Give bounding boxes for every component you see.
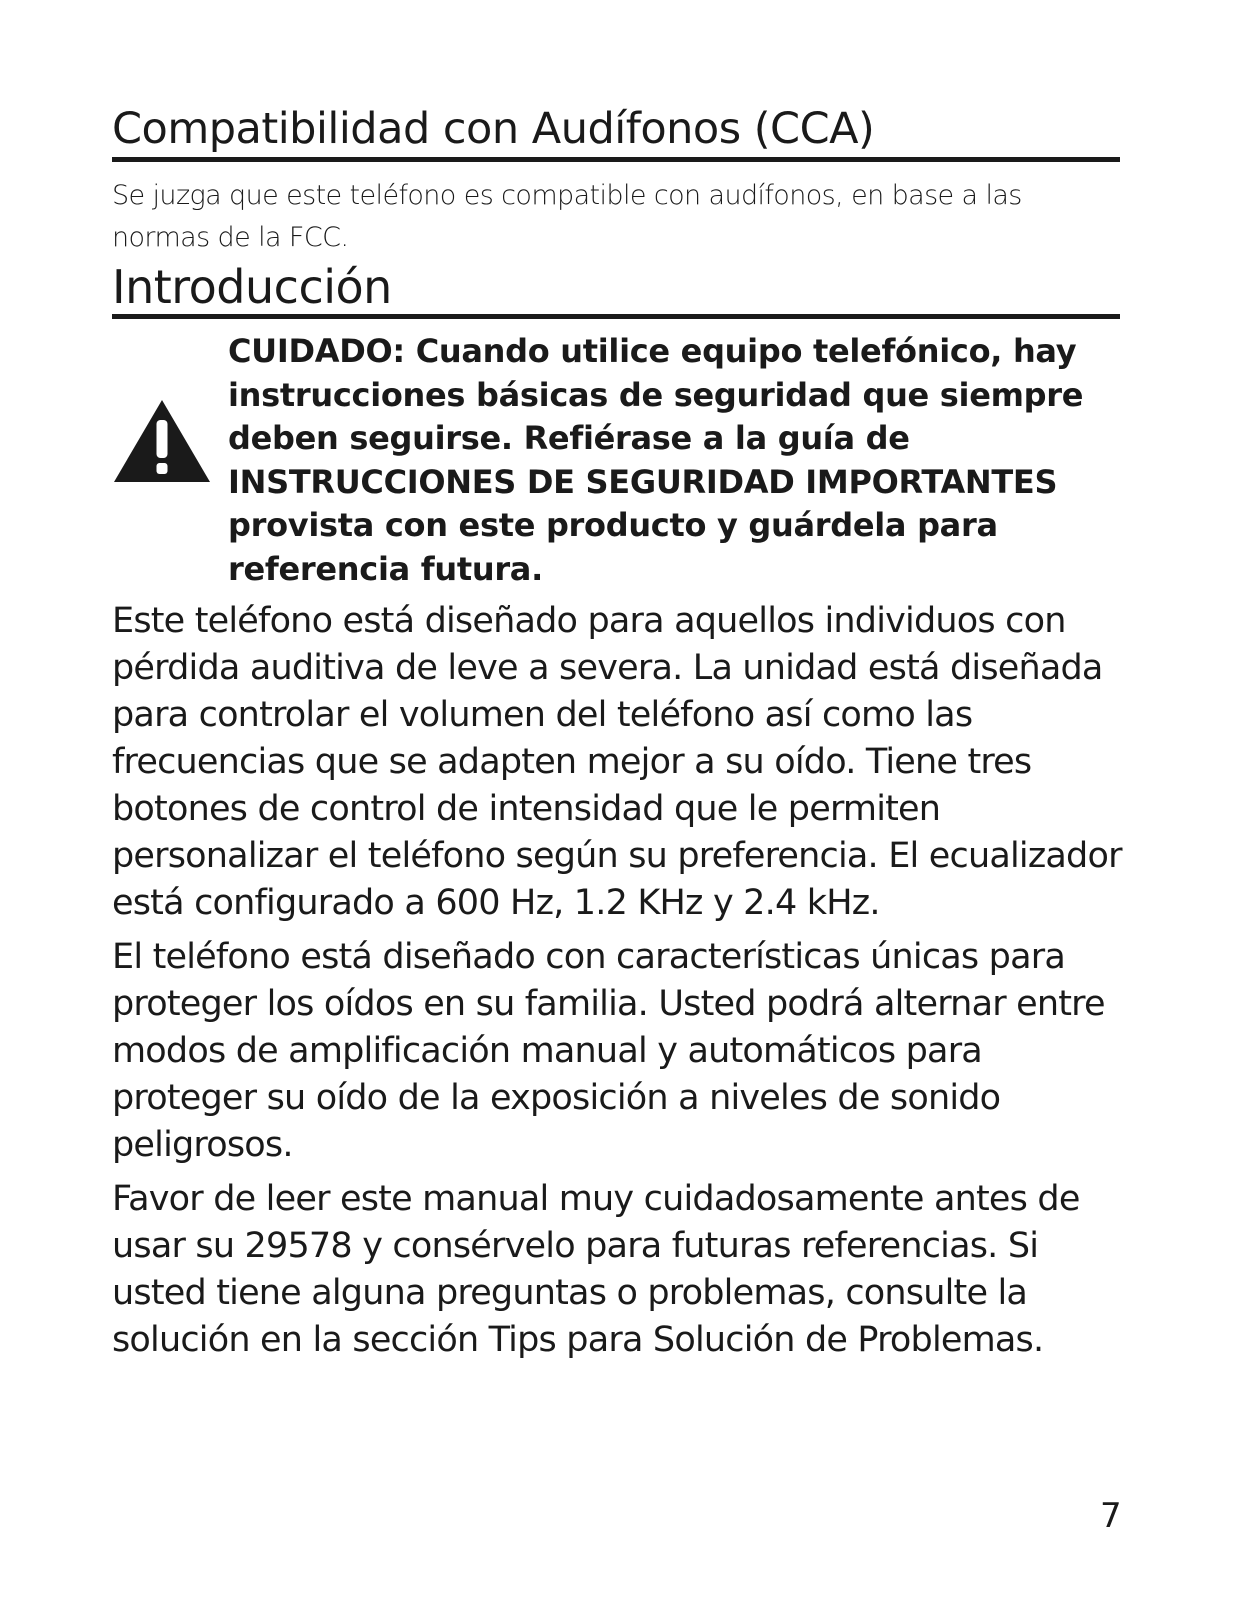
intro-paragraph-3: Favor de leer este manual muy cuidadosamente antes de usar su 29578 y consérvelo para futuras referencias. Si usted tiene alguna preguntas o problemas, consulte la solución en la sección Tips para Solución de Problemas.	[112, 1179, 1080, 1360]
intro-paragraph-1: Este teléfono está diseñado para aquellos individuos con pérdida auditiva de leve a severa. La unidad está diseñada para controlar el volumen del teléfono así como las frecuencias que se adapten mejor a su oído. Tiene tres botones de control de intensidad que le permiten personalizar el teléfono según su preferencia. El ecualizador está configurado a 600 Hz, 1.2 KHz y 2.4 kHz.	[112, 601, 1122, 923]
warning-triangle-icon	[112, 398, 212, 484]
hac-description: Se juzga que este teléfono es compatible con audífonos, en base a las normas de la FCC.	[112, 180, 1022, 253]
intro-paragraph-2: El teléfono está diseñado con características únicas para proteger los oídos en su familia. Usted podrá alternar entre modos de amplificación manual y automáticos para proteger su oído de la exposición a niveles de sonido peligrosos.	[112, 937, 1105, 1165]
page-number: 7	[1100, 1496, 1122, 1536]
caution-notice: CUIDADO: Cuando utilice equipo telefónico, hay instrucciones básicas de seguridad que siempre deben seguirse. Refiérase a la guía de INSTRUCCIONES DE SEGURIDAD IMPORTANTES provista con este producto y guárdela para referencia futura.	[228, 332, 1084, 588]
heading-introduction: Introducción	[112, 264, 1120, 319]
heading-hearing-aid-compatibility: Compatibilidad con Audífonos (CCA)	[112, 108, 1120, 162]
